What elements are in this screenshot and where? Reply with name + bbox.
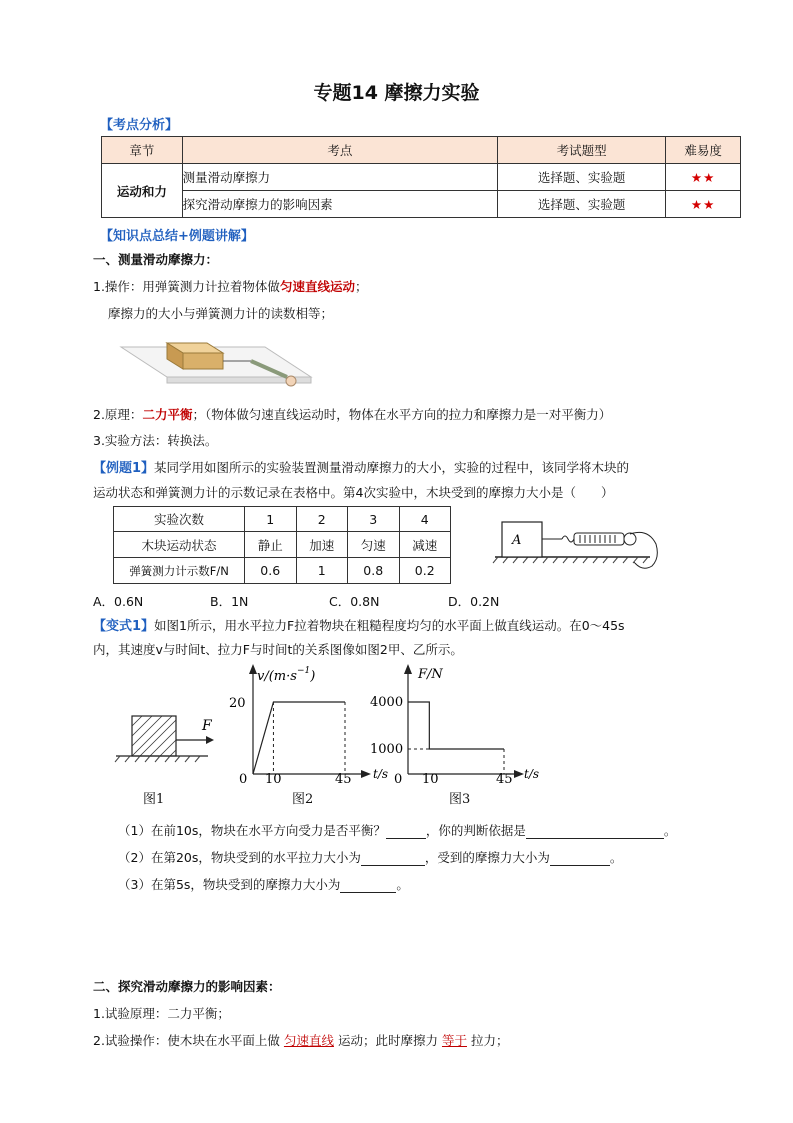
reading-cell: 1 <box>296 558 348 584</box>
option-d[interactable]: D．0.2N <box>448 594 500 609</box>
x-tick-0: 0 <box>239 772 248 787</box>
variant1-text2: 内，其速度v与时间t、拉力F与时间t的关系图像如图2甲、乙所示。 <box>93 642 463 657</box>
x-axis-arrow <box>514 770 524 778</box>
state-cell: 匀速 <box>348 532 400 558</box>
difficulty-stars: ★★ <box>666 191 741 218</box>
x-tick-45: 45 <box>335 772 352 787</box>
op2-fill-equal: 等于 <box>441 1033 467 1048</box>
x-tick-0: 0 <box>394 772 403 787</box>
row-label: 实验次数 <box>114 507 245 532</box>
ground-hatch <box>493 557 648 563</box>
header-chapter: 章节 <box>102 137 183 164</box>
x-axis-label: t/s <box>524 767 540 781</box>
question-3 <box>118 875 409 893</box>
reading-cell: 0.8 <box>348 558 400 584</box>
force-label: F <box>202 718 212 734</box>
part2-operation <box>93 1031 509 1049</box>
part1-principle <box>93 405 611 423</box>
velocity-series <box>253 702 345 774</box>
block-a <box>502 522 542 557</box>
op2-mid: 运动；此时摩擦力 <box>337 1033 438 1048</box>
q3-end: 。 <box>396 877 409 892</box>
q1-text2: ，你的判断依据是 <box>425 823 526 838</box>
analysis-row <box>102 164 741 191</box>
q1-end: 。 <box>663 823 677 838</box>
q2-friction-blank[interactable] <box>550 851 610 866</box>
x-tick-10: 10 <box>265 772 282 787</box>
x-axis-label: t/s <box>373 767 389 781</box>
figure3-caption: 图3 <box>449 792 471 807</box>
part1-operation <box>93 277 367 295</box>
state-row <box>114 532 451 558</box>
floor-hatch <box>115 756 200 762</box>
difficulty-stars: ★★ <box>666 164 741 191</box>
row-label: 木块运动状态 <box>114 532 245 558</box>
question-2 <box>118 848 622 866</box>
type-cell: 选择题、实验题 <box>498 191 666 218</box>
example1-tag: 【例题1】 <box>93 461 155 476</box>
op-suffix: ； <box>354 279 368 294</box>
force-series <box>408 702 504 749</box>
header-point: 考点 <box>182 137 497 164</box>
option-c[interactable]: C．0.8N <box>329 594 380 609</box>
analysis-header-row <box>102 137 741 164</box>
q3-friction-blank[interactable] <box>340 878 396 893</box>
scale-ring <box>624 533 636 545</box>
variant1-text <box>93 615 625 634</box>
row-label: 弹簧测力计示数F/N <box>114 558 245 584</box>
example1-text2: 运动状态和弹簧测力计的示数记录在表格中。第4次实验中，木块受到的摩擦力大小是（ ） <box>93 485 614 500</box>
trial-cell: 1 <box>245 507 297 532</box>
question-1 <box>118 821 676 839</box>
variant1-tag: 【变式1】 <box>93 619 155 634</box>
y-axis-arrow <box>404 664 412 674</box>
op-prefix: 1.操作：用弹簧测力计拉着物体做 <box>93 279 280 294</box>
figure2-caption: 图2 <box>292 792 314 807</box>
part1-heading: 一、测量滑动摩擦力： <box>93 252 219 267</box>
reading-cell: 0.2 <box>399 558 451 584</box>
analysis-table <box>101 136 741 218</box>
part2-heading: 二、探究滑动摩擦力的影响因素： <box>93 979 281 994</box>
type-cell: 选择题、实验题 <box>498 164 666 191</box>
hatched-block <box>132 716 176 756</box>
figure1 <box>112 708 222 768</box>
analysis-heading: 【考点分析】 <box>100 118 179 133</box>
figure1-caption: 图1 <box>143 792 165 807</box>
wood-block-front <box>183 353 223 369</box>
op2-suffix: 拉力； <box>470 1033 509 1048</box>
principle-highlight: 二力平衡 <box>142 407 193 422</box>
variant1-text1: 如图1所示，用水平拉力F拉着物块在粗糙程度均匀的水平面上做直线运动。在0～45s <box>154 618 625 633</box>
q2-text: （2）在第20s，物块受到的水平拉力大小为 <box>118 850 361 865</box>
part1-method: 3.实验方法：转换法。 <box>93 433 218 448</box>
trial-row <box>114 507 451 532</box>
hook <box>562 536 574 542</box>
y-tick-4000: 4000 <box>370 695 404 710</box>
trial-cell: 4 <box>399 507 451 532</box>
state-cell: 加速 <box>296 532 348 558</box>
op2-prefix: 2.试验操作：使木块在水平面上做 <box>93 1033 280 1048</box>
example1-figure <box>490 512 680 582</box>
y-axis-arrow <box>249 664 257 674</box>
principle-suffix: ；（物体做匀速直线运动时，物体在水平方向的拉力和摩擦力是一对平衡力） <box>192 407 612 422</box>
q1-text: （1）在前10s，物块在水平方向受力是否平衡？ <box>118 823 386 838</box>
force-arrowhead <box>206 736 214 744</box>
page-title: 专题14 摩擦力实验 <box>313 82 480 104</box>
principle-prefix: 2.原理： <box>93 407 143 422</box>
header-type: 考试题型 <box>498 137 666 164</box>
point-cell: 探究滑动摩擦力的影响因素 <box>182 191 497 218</box>
reading-cell: 0.6 <box>245 558 297 584</box>
part1-operation-line2: 摩擦力的大小与弹簧测力计的读数相等； <box>108 306 334 321</box>
header-difficulty: 难易度 <box>666 137 741 164</box>
state-cell: 减速 <box>399 532 451 558</box>
chapter-cell: 运动和力 <box>102 164 183 218</box>
summary-heading: 【知识点总结+例题讲解】 <box>100 229 254 244</box>
option-b[interactable]: B．1N <box>210 594 249 609</box>
y-tick-20: 20 <box>229 696 246 711</box>
apparatus-illustration <box>115 325 315 395</box>
trial-cell: 2 <box>296 507 348 532</box>
point-cell: 测量滑动摩擦力 <box>182 164 497 191</box>
example1-text <box>93 457 629 476</box>
x-tick-10: 10 <box>422 772 439 787</box>
trial-cell: 3 <box>348 507 400 532</box>
op-highlight: 匀速直线运动 <box>279 279 355 294</box>
state-cell: 静止 <box>245 532 297 558</box>
y-tick-1000: 1000 <box>370 742 404 757</box>
hand <box>286 376 296 386</box>
option-a[interactable]: A．0.6N <box>93 594 144 609</box>
y-axis-label: $v/(m\cdot s^{-1})$ <box>257 666 316 684</box>
q1-answer-blank[interactable] <box>386 824 426 839</box>
example1-table <box>113 506 451 584</box>
block-a-label: A <box>512 533 522 548</box>
spring-scale-body <box>574 533 624 545</box>
y-axis-label: F/N <box>418 667 443 682</box>
q1-reason-blank[interactable] <box>526 824 664 839</box>
q2-end: 。 <box>609 850 623 865</box>
analysis-row <box>102 191 741 218</box>
op2-fill-uniform-motion: 匀速直线 <box>283 1033 334 1048</box>
figure3-ft-graph <box>368 662 548 788</box>
q3-text: （3）在第5s，物块受到的摩擦力大小为 <box>118 877 341 892</box>
x-tick-45: 45 <box>496 772 513 787</box>
q2-text2: ，受到的摩擦力大小为 <box>424 850 550 865</box>
q2-force-blank[interactable] <box>361 851 425 866</box>
example1-text1: 某同学用如图所示的实验装置测量滑动摩擦力的大小，实验的过程中，该同学将木块的 <box>154 460 630 475</box>
part2-principle: 1.试验原理：二力平衡； <box>93 1006 230 1021</box>
reading-row <box>114 558 451 584</box>
